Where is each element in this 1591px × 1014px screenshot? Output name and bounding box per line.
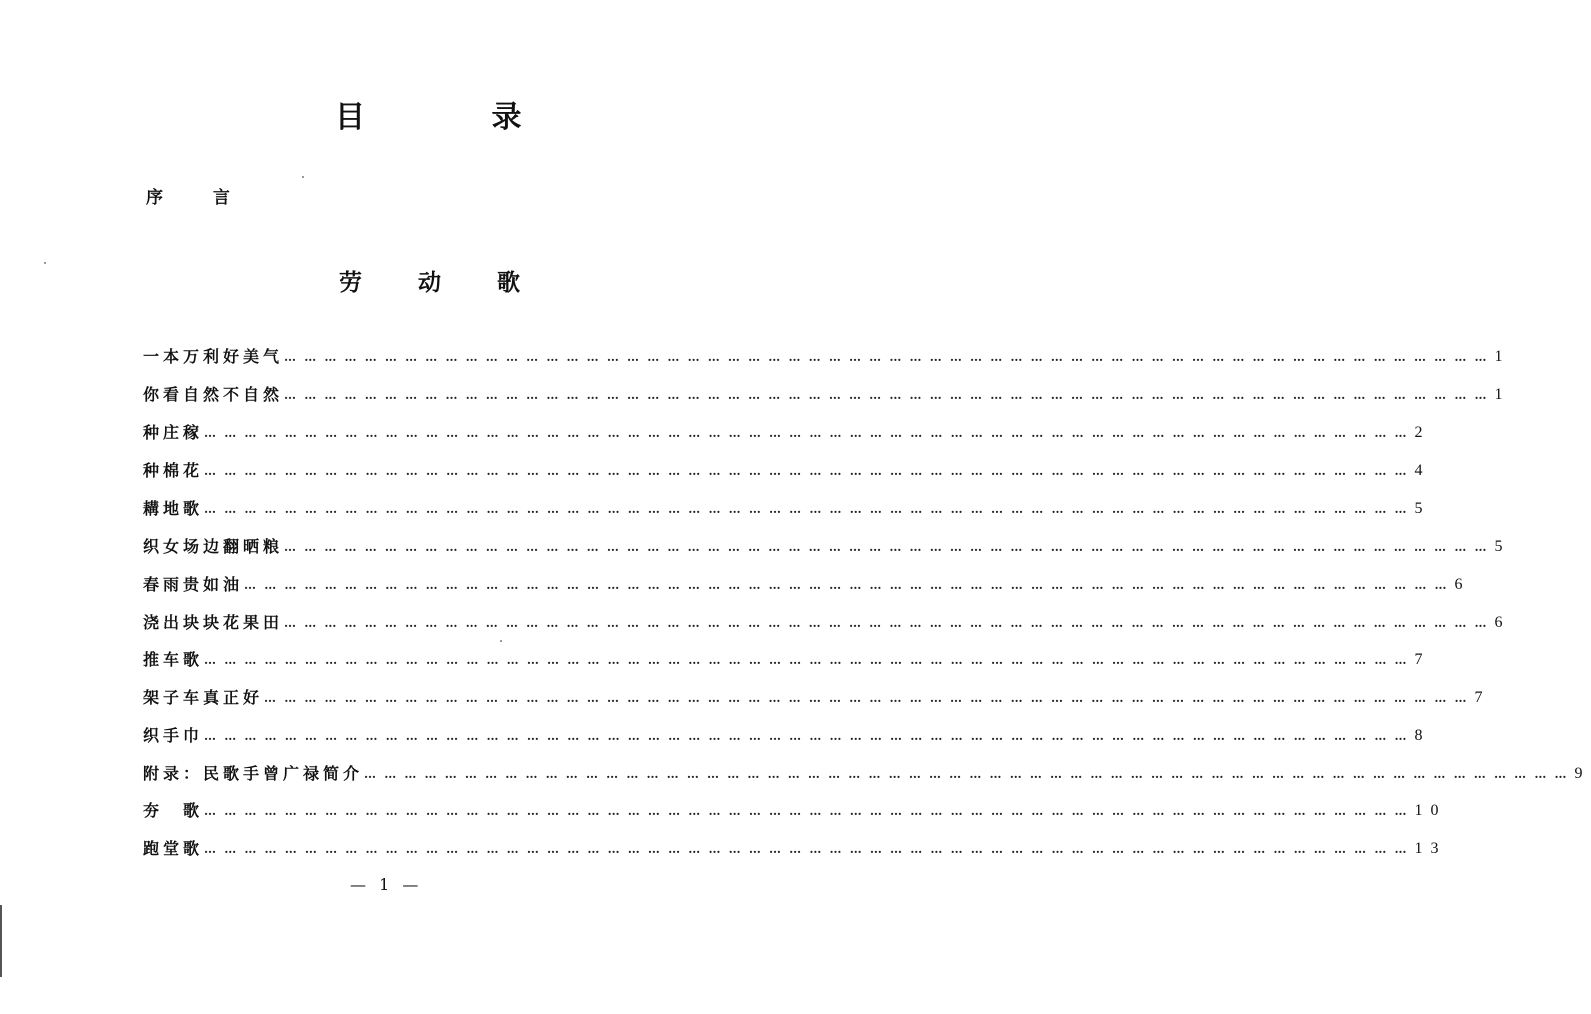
toc-entry-page: 1	[1494, 386, 1511, 403]
toc-entry-title: 耩地歌	[143, 499, 204, 518]
toc-entry	[143, 796, 1447, 826]
toc-entry	[143, 570, 1471, 600]
toc-dot-leader: … … … … … … … … … … … … … … … … … … … … … … … … … … … … … … … … … … … … … … … … … … … … … … … … … … … … … … … … … … … …	[204, 426, 1409, 440]
toc-entry-title: 夯 歌	[143, 801, 204, 820]
toc-dot-leader: … … … … … … … … … … … … … … … … … … … … … … … … … … … … … … … … … … … … … … … … … … … … … … … … … … … … … … … … … … … …	[284, 616, 1489, 630]
toc-entry-title: 推车歌	[143, 650, 204, 669]
toc-entry-page: 13	[1414, 840, 1447, 857]
toc-entry	[143, 418, 1431, 448]
scan-speck	[302, 176, 304, 178]
toc-entry-title: 种棉花	[143, 461, 204, 480]
toc-entry-title: 织女场边翻晒粮	[143, 537, 284, 556]
toc-dot-leader: … … … … … … … … … … … … … … … … … … … … … … … … … … … … … … … … … … … … … … … … … … … … … … … … … … … … … … … … … … … …	[204, 729, 1409, 743]
toc-entry-title: 你看自然不自然	[143, 385, 284, 404]
toc-entry-title: 织手巾	[143, 726, 204, 745]
toc-entry-page: 6	[1454, 576, 1471, 593]
toc-entry	[143, 494, 1431, 524]
toc-dot-leader: … … … … … … … … … … … … … … … … … … … … … … … … … … … … … … … … … … … … … … … … … … … … … … … … … … … … … … … … … … … …	[284, 350, 1489, 364]
page-number: — 1 —	[350, 875, 423, 894]
toc-dot-leader: … … … … … … … … … … … … … … … … … … … … … … … … … … … … … … … … … … … … … … … … … … … … … … … … … … … … … … … … … … … …	[204, 842, 1409, 856]
toc-entry-page: 1	[1494, 348, 1511, 365]
scan-speck	[500, 640, 502, 642]
toc-entry-page: 7	[1414, 651, 1431, 668]
toc-entry-page: 6	[1494, 614, 1511, 631]
section-heading: 劳 动 歌	[339, 269, 545, 296]
toc-entry-page: 7	[1474, 689, 1491, 706]
toc-dot-leader: … … … … … … … … … … … … … … … … … … … … … … … … … … … … … … … … … … … … … … … … … … … … … … … … … … … … … … … … … … … …	[204, 653, 1409, 667]
toc-entry	[143, 532, 1511, 562]
toc-dot-leader: … … … … … … … … … … … … … … … … … … … … … … … … … … … … … … … … … … … … … … … … … … … … … … … … … … … … … … … … … … … …	[284, 540, 1489, 554]
toc-entry-title: 春雨贵如油	[143, 575, 244, 594]
toc-dot-leader: … … … … … … … … … … … … … … … … … … … … … … … … … … … … … … … … … … … … … … … … … … … … … … … … … … … … … … … … … … … …	[204, 804, 1409, 818]
toc-entry-page: 10	[1414, 802, 1447, 819]
toc-entry-title: 附录：民歌手曾广禄简介	[143, 764, 364, 783]
toc-entry-page: 2	[1414, 424, 1431, 441]
toc-dot-leader: … … … … … … … … … … … … … … … … … … … … … … … … … … … … … … … … … … … … … … … … … … … … … … … … … … … … … … … … … … … …	[264, 691, 1469, 705]
scan-edge-mark	[0, 905, 2, 977]
toc-entry	[143, 645, 1431, 675]
toc-entry	[143, 834, 1447, 864]
toc-entry	[143, 608, 1511, 638]
toc-entry	[143, 342, 1511, 372]
toc-entry-title: 架子车真正好	[143, 688, 264, 707]
toc-dot-leader: … … … … … … … … … … … … … … … … … … … … … … … … … … … … … … … … … … … … … … … … … … … … … … … … … … … … … … … … … … … …	[364, 767, 1569, 781]
toc-entry	[143, 456, 1431, 486]
toc-entry-page: 9	[1574, 765, 1591, 782]
toc-entry-page: 4	[1414, 462, 1431, 479]
toc-entry	[143, 721, 1431, 751]
toc-entry-page: 5	[1414, 500, 1431, 517]
toc-entry-title: 浇出块块花果田	[143, 613, 284, 632]
toc-entry-title: 跑堂歌	[143, 839, 204, 858]
toc-entry-page: 8	[1414, 727, 1431, 744]
toc-dot-leader: … … … … … … … … … … … … … … … … … … … … … … … … … … … … … … … … … … … … … … … … … … … … … … … … … … … … … … … … … … … …	[204, 502, 1409, 516]
toc-entry	[143, 759, 1591, 789]
toc-entry-title: 一本万利好美气	[143, 347, 284, 366]
toc-entry-page: 5	[1494, 538, 1511, 555]
toc-dot-leader: … … … … … … … … … … … … … … … … … … … … … … … … … … … … … … … … … … … … … … … … … … … … … … … … … … … … … … … … … … … …	[244, 578, 1449, 592]
toc-dot-leader: … … … … … … … … … … … … … … … … … … … … … … … … … … … … … … … … … … … … … … … … … … … … … … … … … … … … … … … … … … … …	[284, 388, 1489, 402]
toc-entry	[143, 683, 1491, 713]
page-title: 目 录	[335, 100, 580, 135]
toc-entry	[143, 380, 1511, 410]
toc-entry-title: 种庄稼	[143, 423, 204, 442]
scan-speck	[44, 262, 46, 264]
toc-dot-leader: … … … … … … … … … … … … … … … … … … … … … … … … … … … … … … … … … … … … … … … … … … … … … … … … … … … … … … … … … … … …	[204, 464, 1409, 478]
preface-entry: 序 言	[146, 188, 252, 208]
